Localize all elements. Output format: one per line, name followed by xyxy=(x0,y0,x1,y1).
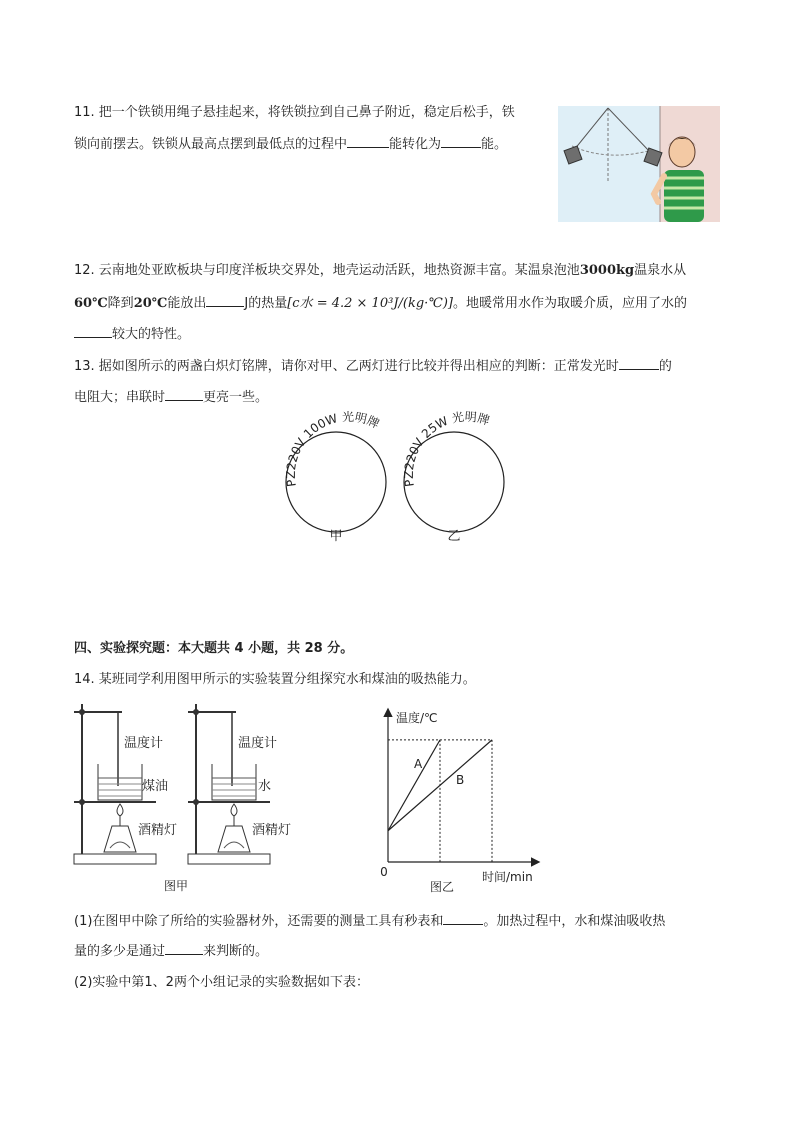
q14-p2: (2)实验中第1、2两个小组记录的实验数据如下表： xyxy=(74,975,369,990)
q13-blank-1[interactable] xyxy=(619,357,659,370)
q11-text-c: 能。 xyxy=(481,137,508,152)
q12-text-f: 。地暖常用水作为取暖介质，应用了水的 xyxy=(453,296,688,311)
q11-line1: 11. 把一个铁锁用绳子悬挂起来，将铁锁拉到自己鼻子附近，稳定后松手，铁 xyxy=(74,105,515,120)
series-b-label: B xyxy=(456,773,465,787)
chart-ylabel: 温度/℃ xyxy=(396,711,438,725)
section-heading: 四、实验探究题：本大题共 4 小题，共 28 分。 xyxy=(74,641,354,656)
q14-p1-line2 xyxy=(74,942,268,961)
q12-text-g: 较大的特性。 xyxy=(112,327,191,342)
q12-temp-1: 60℃ xyxy=(74,296,108,311)
figure-a-caption: 图甲 xyxy=(163,879,189,893)
apparatus-figure xyxy=(68,700,308,900)
chart-xlabel: 时间/min xyxy=(482,870,533,884)
lamp-a-text: PZ220V 100W 光明牌 xyxy=(283,410,382,488)
q11-line2 xyxy=(74,135,507,154)
q13-line1 xyxy=(74,357,672,376)
q13-blank-2[interactable] xyxy=(165,388,203,401)
q14-blank-2[interactable] xyxy=(165,942,203,955)
q14-p1-text-a: (1)在图甲中除了所给的实验器材外，还需要的测量工具有秒表和 xyxy=(74,914,444,929)
q12-line3 xyxy=(74,325,190,344)
q12-blank-1[interactable] xyxy=(206,294,244,307)
q12-text-e: J的热量 xyxy=(244,296,288,311)
q13-text-d: 更亮一些。 xyxy=(203,390,269,405)
q14-blank-1[interactable] xyxy=(443,912,483,925)
q14-p1-text-c: 量的多少是通过 xyxy=(74,944,166,959)
q11-blank-1[interactable] xyxy=(347,135,389,148)
q12-text-a: 12. 云南地处亚欧板块与印度洋板块交界处，地壳运动活跃，地热资源丰富。某温泉泡池 xyxy=(74,263,580,278)
series-line-a xyxy=(388,740,440,831)
q13-text-b: 的 xyxy=(658,359,672,374)
lamp-b-label: 乙 xyxy=(447,529,461,544)
label-water: 水 xyxy=(258,779,272,794)
label-kerosene: 煤油 xyxy=(142,779,169,794)
temperature-time-chart xyxy=(372,704,552,894)
q12-blank-2[interactable] xyxy=(74,325,112,338)
lamp-b-text: PZ220V 25W 光明牌 xyxy=(401,410,492,488)
chart-origin: 0 xyxy=(380,865,388,879)
q13-line2 xyxy=(74,388,268,407)
label-lamp-left: 酒精灯 xyxy=(138,823,178,838)
q14-intro: 14. 某班同学利用图甲所示的实验装置分组探究水和煤油的吸热能力。 xyxy=(74,672,476,687)
q12-mass: 3000kg xyxy=(579,263,635,278)
q12-text-d: 能放出 xyxy=(167,296,207,311)
q14-p1-text-d: 来判断的。 xyxy=(203,944,269,959)
lamp-a-label: 甲 xyxy=(329,529,343,544)
q11-text-b: 能转化为 xyxy=(389,137,442,152)
q11-text-a: 锁向前摆去。铁锁从最高点摆到最低点的过程中 xyxy=(74,137,348,152)
q13-text-c: 电阻大；串联时 xyxy=(74,390,166,405)
label-thermometer-left: 温度计 xyxy=(124,736,164,751)
series-a-label: A xyxy=(414,757,423,771)
lamp-nameplates-figure xyxy=(280,410,520,550)
q12-text-b: 温泉水从 xyxy=(634,263,687,278)
label-thermometer-right: 温度计 xyxy=(238,736,278,751)
q12-line1 xyxy=(74,262,686,280)
label-lamp-right: 酒精灯 xyxy=(252,823,292,838)
q11-blank-2[interactable] xyxy=(441,135,481,148)
q12-text-c: 降到 xyxy=(107,296,134,311)
figure-b-caption: 图乙 xyxy=(429,880,455,894)
q12-line2 xyxy=(74,294,687,313)
pendulum-illustration xyxy=(558,106,720,222)
q14-p1-line1 xyxy=(74,912,665,931)
q13-text-a: 13. 据如图所示的两盏白炽灯铭牌，请你对甲、乙两灯进行比较并得出相应的判断：正常发光时 xyxy=(74,359,619,374)
q12-formula: [c水 = 4.2 × 10³J/(kg·℃)] xyxy=(287,296,453,311)
q14-p1-text-b: 。加热过程中，水和煤油吸收热 xyxy=(483,914,666,929)
q12-temp-2: 20℃ xyxy=(133,296,168,311)
